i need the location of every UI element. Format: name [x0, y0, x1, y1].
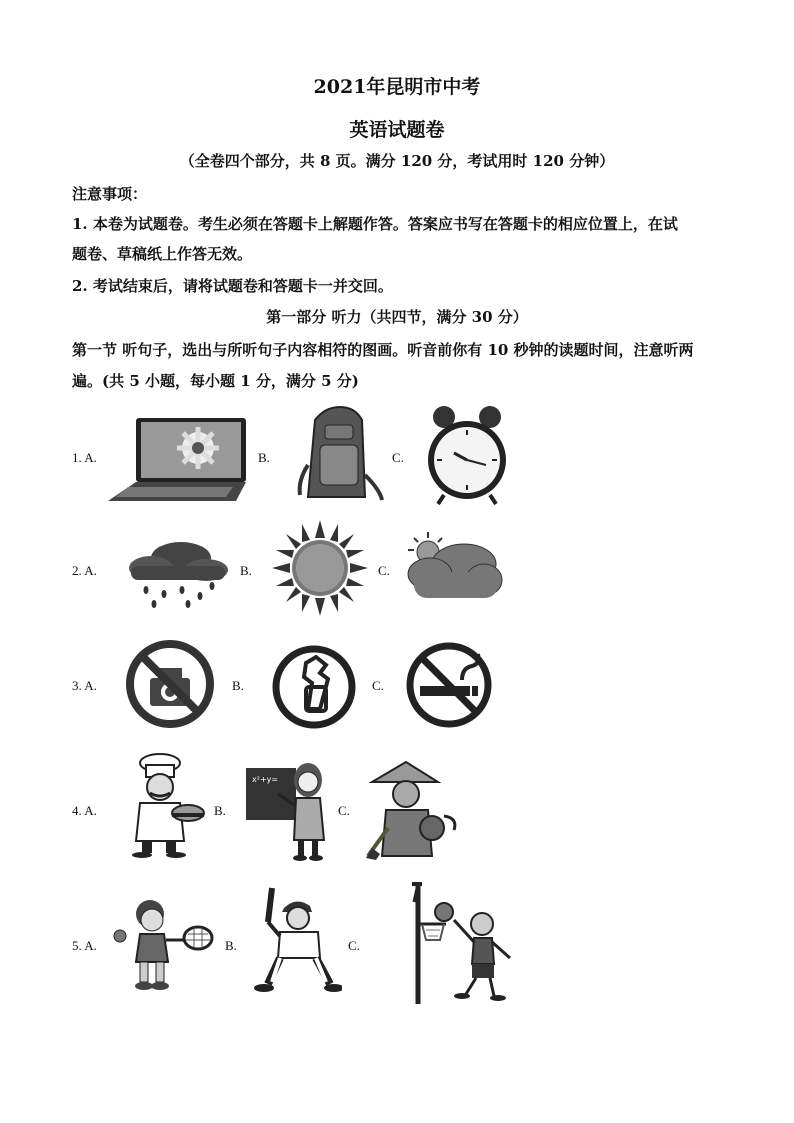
exam-subtitle: 英语试题卷	[349, 119, 445, 141]
no-photo-icon	[124, 638, 216, 730]
farmer-icon	[366, 758, 458, 862]
notice-item-1-line-1: 1. 本卷为试题卷。考生必须在答题卡上解题作答。答案应书写在答题卡的相应位置上，在试	[72, 215, 678, 233]
no-smoking-icon	[404, 640, 494, 730]
notice-item-1-line-2: 题卷、草稿纸上作答无效。	[72, 245, 253, 263]
q3-option-a: 3. A.	[72, 678, 97, 693]
no-littering-icon	[270, 643, 358, 731]
q2-option-b: B.	[240, 563, 252, 578]
teacher-icon	[244, 758, 330, 862]
q4-option-c: C.	[338, 803, 350, 818]
part1-title: 第一部分 听力（共四节，满分 30 分）	[266, 308, 528, 326]
section1-instruction-line-1: 第一节 听句子，选出与所听句子内容相符的图画。听音前你有 10 秒钟的读题时间，注意听两	[72, 341, 694, 359]
q5-option-b: B.	[225, 938, 237, 953]
q5-option-a: 5. A.	[72, 938, 97, 953]
section1-instruction-line-2: 遍。(共 5 小题，每小题 1 分，满分 5 分)	[72, 372, 359, 390]
backpack-icon	[290, 405, 385, 505]
q3-option-b: B.	[232, 678, 244, 693]
q4-option-a: 4. A.	[72, 803, 97, 818]
notice-heading: 注意事项：	[72, 185, 148, 203]
q5-option-c: C.	[348, 938, 360, 953]
q2-option-a: 2. A.	[72, 563, 97, 578]
rain-cloud-icon	[126, 538, 230, 610]
baseball-player-icon	[250, 886, 342, 998]
exam-info: （全卷四个部分，共 8 页。满分 120 分，考试用时 120 分钟）	[179, 152, 615, 170]
q4-option-b: B.	[214, 803, 226, 818]
exam-title: 2021年昆明市中考	[313, 76, 481, 98]
partly-cloudy-icon	[404, 530, 504, 604]
basketball-player-icon	[382, 880, 522, 1004]
alarm-clock-icon	[424, 405, 510, 505]
chef-icon	[120, 753, 206, 859]
q1-option-c: C.	[392, 450, 404, 465]
q1-option-a: 1. A.	[72, 450, 97, 465]
svg-text:x²+y=: x²+y=	[252, 775, 279, 784]
sun-icon	[272, 520, 368, 616]
q3-option-c: C.	[372, 678, 384, 693]
q1-option-b: B.	[258, 450, 270, 465]
tennis-player-icon	[112, 898, 216, 992]
laptop-icon	[108, 415, 248, 505]
q2-option-c: C.	[378, 563, 390, 578]
notice-item-2: 2. 考试结束后，请将试题卷和答题卡一并交回。	[72, 277, 393, 295]
